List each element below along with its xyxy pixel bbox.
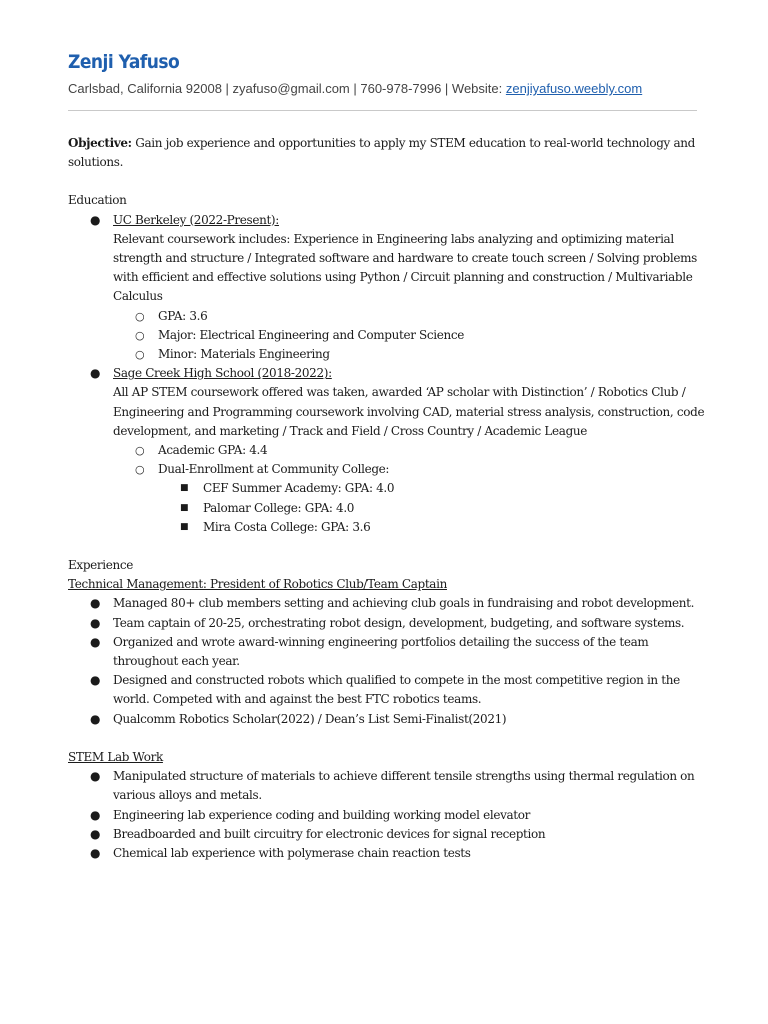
experience-item bbox=[68, 671, 708, 709]
square-bullet-icon: ■ bbox=[180, 521, 189, 532]
lab-list bbox=[68, 767, 708, 863]
header-divider bbox=[68, 110, 697, 111]
lab-item bbox=[68, 806, 708, 825]
lab-section bbox=[68, 748, 708, 863]
website-link[interactable]: zenjiyafuso.weebly.com bbox=[505, 81, 643, 96]
bullet-icon: ● bbox=[90, 615, 101, 630]
candidate-name: Zenji Yafuso bbox=[68, 51, 180, 73]
objective-label: Objective: bbox=[68, 136, 132, 150]
lab-text: Breadboarded and built circuitry for electronic devices for signal reception bbox=[113, 826, 546, 841]
lab-title: STEM Lab Work bbox=[68, 749, 163, 764]
detail-text: GPA: 3.6 bbox=[158, 308, 208, 323]
experience-text: Team captain of 20-25, orchestrating robot design, development, budgeting, and software systems. bbox=[113, 615, 685, 630]
experience-item bbox=[68, 710, 708, 729]
experience-text: Designed and constructed robots which qualified to compete in the most competitive region in the world. Competed with and against the best FTC robotics teams. bbox=[113, 673, 680, 707]
lab-text: Manipulated structure of materials to achieve different tensile strengths using thermal regulation on various alloys and metals. bbox=[113, 769, 695, 803]
contact-line bbox=[68, 80, 708, 98]
detail-text: Dual-Enrollment at Community College: bbox=[158, 462, 390, 477]
school-description: Relevant coursework includes: Experience in Engineering labs analyzing and optimizing material strength and structure / Integrated software and hardware to create touch screen / Solving problems with efficient and effective solutions using Python / Circuit planning and construction / Multivariable Calculus bbox=[113, 231, 697, 304]
school-description: All AP STEM coursework offered was taken, awarded ‘AP scholar with Distinction’ / Robotics Club / Engineering and Programming coursework involving CAD, material stress analysis, construction, code development, and marketing / Track and Field / Cross Country / Academic League bbox=[113, 385, 705, 438]
experience-text: Managed 80+ club members setting and achieving club goals in fundraising and robot development. bbox=[113, 596, 695, 611]
hollow-bullet-icon: ○ bbox=[135, 348, 145, 362]
objective-section bbox=[68, 134, 708, 172]
school-name: UC Berkeley (2022-Present): bbox=[113, 212, 279, 227]
lab-item bbox=[68, 825, 708, 844]
detail-item bbox=[68, 345, 708, 364]
bullet-icon: ● bbox=[90, 711, 101, 726]
bullet-icon: ● bbox=[90, 769, 101, 784]
bullet-icon: ● bbox=[90, 596, 101, 611]
experience-subtitle: Technical Management: President of Robotics Club/Team Captain bbox=[68, 577, 447, 592]
hollow-bullet-icon: ○ bbox=[135, 328, 145, 342]
school-details bbox=[68, 307, 708, 365]
detail-text: Minor: Materials Engineering bbox=[158, 347, 330, 362]
sub-detail-text: Mira Costa College: GPA: 3.6 bbox=[203, 519, 371, 534]
hollow-bullet-icon: ○ bbox=[135, 444, 145, 458]
bullet-icon: ● bbox=[90, 212, 101, 227]
lab-item bbox=[68, 767, 708, 805]
experience-text: Organized and wrote award-winning engineering portfolios detailing the success of the team throughout each year. bbox=[113, 634, 649, 669]
experience-item bbox=[68, 633, 708, 671]
experience-title: Experience bbox=[68, 558, 134, 573]
resume-page bbox=[68, 50, 708, 863]
lab-text: Engineering lab experience coding and building working model elevator bbox=[113, 807, 531, 822]
education-title: Education bbox=[68, 193, 127, 208]
education-list bbox=[68, 211, 708, 230]
bullet-icon: ● bbox=[90, 807, 101, 822]
bullet-icon: ● bbox=[90, 366, 101, 381]
experience-item bbox=[68, 594, 708, 613]
lab-text: Chemical lab experience with polymerase chain reaction tests bbox=[113, 845, 471, 860]
experience-text: Qualcomm Robotics Scholar(2022) / Dean’s List Semi-Finalist(2021) bbox=[113, 711, 507, 726]
sub-detail-text: CEF Summer Academy: GPA: 4.0 bbox=[203, 481, 395, 496]
hollow-bullet-icon: ○ bbox=[135, 309, 145, 323]
bullet-icon: ● bbox=[90, 845, 101, 860]
bullet-icon: ● bbox=[90, 826, 101, 841]
hollow-bullet-icon: ○ bbox=[135, 463, 145, 477]
detail-item bbox=[68, 441, 708, 460]
bullet-icon: ● bbox=[90, 673, 101, 688]
lab-item bbox=[68, 844, 708, 863]
experience-section bbox=[68, 556, 708, 729]
objective-text: Gain job experience and opportunities to apply my STEM education to real-world technology and solutions. bbox=[68, 136, 695, 170]
detail-text: Academic GPA: 4.4 bbox=[158, 443, 268, 458]
detail-item bbox=[68, 460, 708, 479]
detail-item bbox=[68, 307, 708, 326]
detail-item bbox=[68, 326, 708, 345]
sub-detail-item bbox=[68, 479, 708, 498]
sub-detail-item bbox=[68, 518, 708, 537]
school-item bbox=[68, 364, 708, 383]
detail-text: Major: Electrical Engineering and Computer Science bbox=[158, 327, 465, 342]
square-bullet-icon: ■ bbox=[180, 483, 189, 494]
school-details bbox=[68, 441, 708, 537]
education-list bbox=[68, 364, 708, 383]
sub-detail-text: Palomar College: GPA: 4.0 bbox=[203, 500, 355, 515]
experience-list bbox=[68, 594, 708, 728]
sub-detail-item bbox=[68, 499, 708, 518]
experience-item bbox=[68, 614, 708, 633]
education-section bbox=[68, 191, 708, 537]
square-bullet-icon: ■ bbox=[180, 502, 189, 513]
school-item bbox=[68, 211, 708, 230]
contact-details: Carlsbad, California 92008 | zyafuso@gmail.com | 760-978-7996 | Website: bbox=[68, 81, 506, 96]
school-name: Sage Creek High School (2018-2022): bbox=[113, 366, 332, 381]
bullet-icon: ● bbox=[90, 634, 101, 649]
